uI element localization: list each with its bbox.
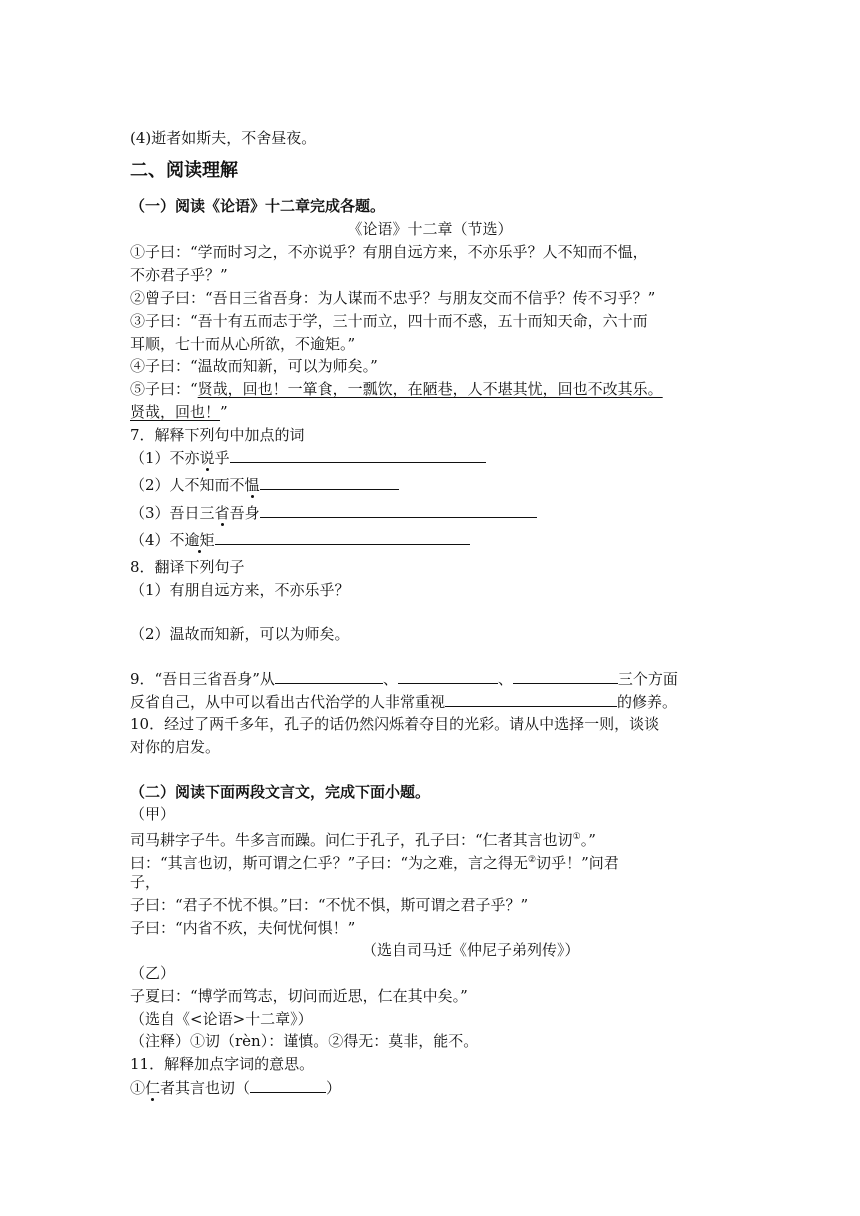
- passage-3a: ③子曰：“吾十有五而志于学，三十而立，四十而不惑，五十而知天命，六十而: [130, 312, 648, 330]
- part2-heading: （二）阅读下面两段文言文，完成下面小题。: [130, 783, 431, 801]
- question-8-2: （2）温故而知新，可以为师矣。: [130, 625, 350, 643]
- passage-5a-prefix: ⑤子曰：“: [130, 380, 198, 398]
- answer-blank-7-2[interactable]: [260, 473, 399, 490]
- passage-5b-suffix: ”: [220, 403, 228, 421]
- passage-5a-underlined: 贤哉，回也！一箪食，一瓢饮，在陋巷，人不堪其忧，回也不改其乐。: [197, 380, 663, 398]
- poem-line-4: (4)逝者如斯夫，不舍昼夜。: [130, 129, 317, 147]
- passage-5b: [130, 401, 228, 423]
- jia-2-end: 讱乎！”问君: [536, 854, 619, 872]
- question-8-1: （1）有朋自远方来，不亦乐乎？: [130, 581, 350, 599]
- passage-jia-2: [130, 849, 619, 874]
- q11-1-num: ①: [130, 1079, 146, 1097]
- question-9b: [130, 690, 677, 713]
- q11-1-end: ）: [326, 1079, 342, 1097]
- question-7-4: [130, 528, 470, 551]
- passage-jia-3: 子，: [130, 873, 161, 891]
- q7-1-text-end: 乎: [214, 449, 230, 467]
- jia-1-end: 。”: [580, 831, 596, 849]
- passage-3b: 耳顺，七十而从心所欲，不逾矩。”: [130, 335, 356, 353]
- part1-heading: （一）阅读《论语》十二章完成各题。: [130, 197, 386, 215]
- answer-blank-9-1[interactable]: [275, 667, 383, 684]
- answer-blank-7-1[interactable]: [230, 446, 486, 463]
- passage-jia-label: （甲）: [130, 805, 176, 823]
- jia-1-text: 司马耕字子牛。牛多言而躁。问仁于孔子，孔子曰：“仁者其言也讱: [130, 831, 573, 849]
- q9-text-end: 三个方面: [617, 670, 678, 688]
- answer-blank-7-4[interactable]: [215, 528, 470, 545]
- passage-2: ②曾子曰：“吾日三省吾身：为人谋而不忠乎？与朋友交而不信乎？传不习乎？”: [130, 289, 656, 307]
- q7-3-text-end: 吾身: [229, 504, 260, 522]
- passage-jia-1: [130, 826, 596, 851]
- question-9a: [130, 667, 678, 690]
- question-7-3: [130, 501, 537, 524]
- passage-jia-5: 子曰：“内省不疚，夫何忧何惧！”: [130, 919, 356, 937]
- question-10b: 对你的启发。: [130, 738, 221, 756]
- q7-4-text: （4）不: [130, 531, 185, 549]
- question-11: 11．解释加点字词的意思。: [130, 1055, 315, 1073]
- question-7: 7．解释下列句中加点的词: [130, 426, 305, 444]
- passage-jia-4: 子曰：“君子不忧不惧。”曰：“不忧不惧，斯可谓之君子乎？”: [130, 896, 529, 914]
- annotation-notes: （注释）①讱（rèn）：谨慎。②得无：莫非，能不。: [130, 1032, 479, 1050]
- footnote-mark-2: ②: [528, 855, 537, 865]
- footnote-mark-1: ①: [572, 832, 581, 842]
- question-7-1: [130, 446, 486, 469]
- q7-2-dotted: 愠: [244, 476, 260, 494]
- passage-1b: 不亦君子乎？”: [130, 266, 228, 284]
- jia-2-text: 曰：“其言也讱，斯可谓之仁乎？”子曰：“为之难，言之得无: [130, 854, 529, 872]
- q7-3-text: （3）吾日三: [130, 504, 215, 522]
- q9-sep-2: 、: [497, 670, 513, 688]
- q7-3-dotted: 省: [214, 504, 230, 522]
- q7-1-dotted: 说: [199, 449, 215, 467]
- answer-blank-9-4[interactable]: [445, 690, 617, 707]
- q9b-text-end: 的修养。: [617, 693, 678, 711]
- passage-5a: [130, 378, 663, 400]
- q9-sep-1: 、: [382, 670, 398, 688]
- passage-4: ④子曰：“温故而知新，可以为师矣。”: [130, 357, 378, 375]
- passage-yi-label: （乙）: [130, 964, 176, 982]
- q11-1-text: 者其言也讱（: [160, 1079, 251, 1097]
- answer-blank-7-3[interactable]: [260, 501, 537, 518]
- question-7-2: [130, 473, 399, 496]
- passage-yi-1: 子夏曰：“博学而笃志，切问而近思，仁在其中矣。”: [130, 987, 468, 1005]
- answer-blank-9-2[interactable]: [398, 667, 498, 684]
- passage-subtitle: 《论语》十二章（节选）: [347, 220, 513, 238]
- source-citation-1: （选自司马迁《仲尼子弟列传》）: [362, 941, 580, 959]
- passage-1a: ①子曰：“学而时习之，不亦说乎？有朋自远方来，不亦乐乎？人不知而不愠，: [130, 243, 648, 261]
- q9-text: 9．“吾日三省吾身”从: [130, 670, 275, 688]
- question-8: 8．翻译下列句子: [130, 558, 245, 576]
- section-title: 二、阅读理解: [130, 160, 238, 181]
- answer-blank-9-3[interactable]: [513, 667, 618, 684]
- q11-1-dotted: 仁: [145, 1079, 161, 1097]
- answer-blank-11-1[interactable]: [250, 1076, 326, 1093]
- question-11-1: [130, 1076, 341, 1099]
- question-10a: 10．经过了两千多年，孔子的话仍然闪烁着夺目的光彩。请从中选择一则，谈谈: [130, 715, 660, 733]
- q9b-text: 反省自己，从中可以看出古代治学的人非常重视: [130, 693, 446, 711]
- passage-5b-underlined: 贤哉，回也！: [130, 403, 221, 421]
- source-citation-2: （选自《<论语>十二章》）: [130, 1010, 313, 1028]
- q7-2-text: （2）人不知而不: [130, 476, 245, 494]
- q7-1-text: （1）不亦: [130, 449, 200, 467]
- q7-4-dotted: 逾矩: [184, 531, 215, 549]
